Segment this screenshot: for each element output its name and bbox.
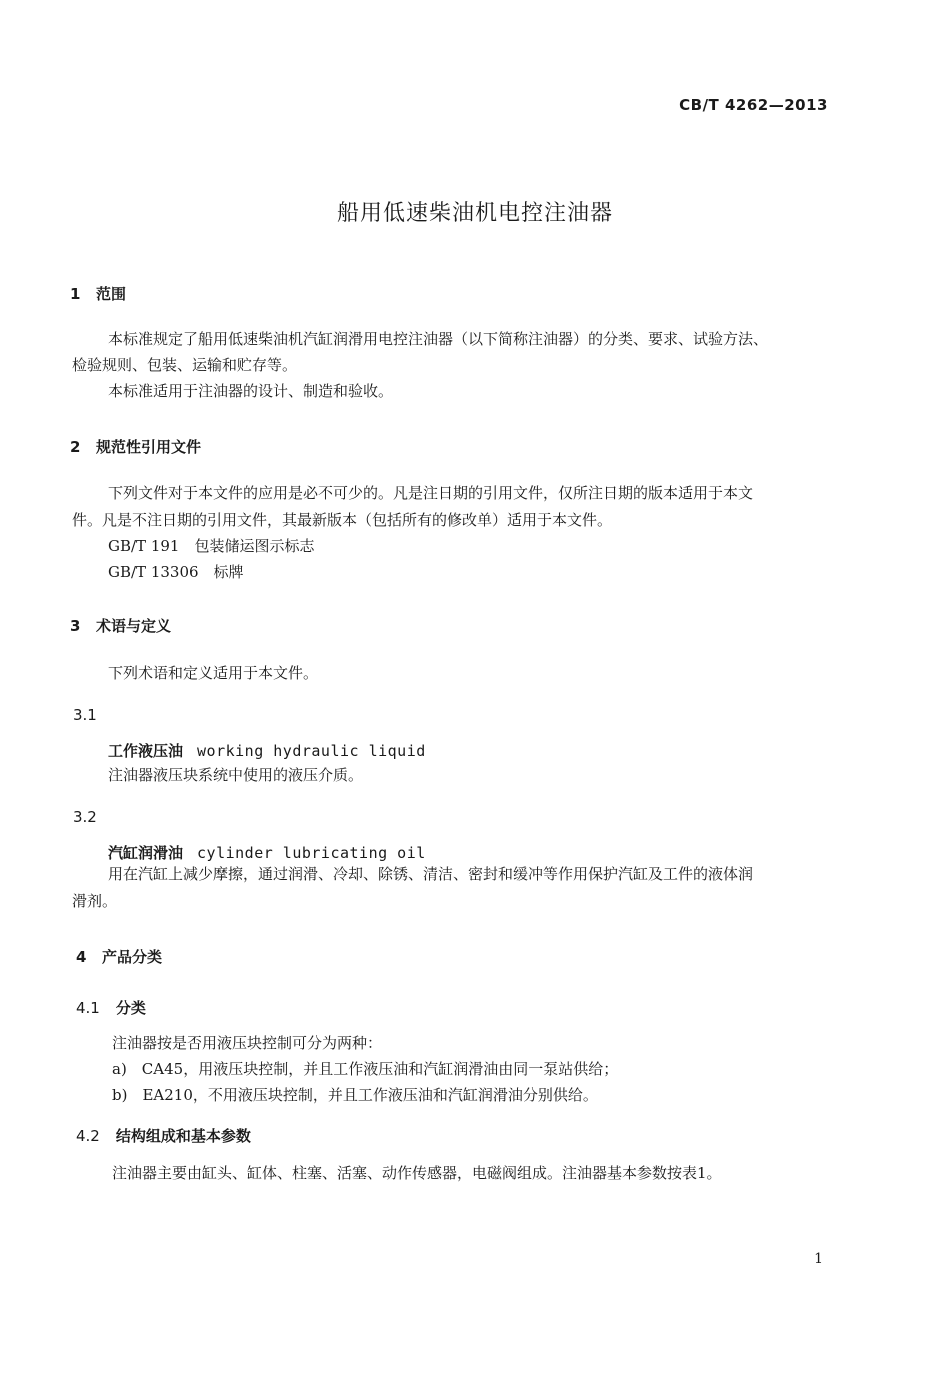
- s1-p2: 本标准适用于注油器的设计、制造和验收。: [108, 382, 394, 400]
- s41-item-b: b) EA210，不用液压块控制，并且工作液压油和汽缸润滑油分别供给。: [112, 1086, 598, 1104]
- subsection-4-1-heading: [76, 997, 146, 1018]
- subsection-4-2-heading: [76, 1125, 251, 1146]
- section-2-heading: [70, 436, 201, 457]
- subsection-4-1-number: 4.1: [76, 999, 100, 1017]
- section-3-title: 术语与定义: [96, 617, 172, 635]
- page-number: 1: [814, 1251, 823, 1267]
- section-1-title: 范围: [96, 285, 127, 303]
- term-3-2-en: cylinder lubricating oil: [197, 844, 426, 862]
- subsection-4-2-title: 结构组成和基本参数: [115, 1127, 251, 1145]
- section-4-heading: [76, 946, 162, 967]
- subsection-4-2-number: 4.2: [76, 1127, 100, 1145]
- s41-p: 注油器按是否用液压块控制可分为两种：: [112, 1034, 383, 1052]
- s41-item-a: a) CA45，用液压块控制，并且工作液压油和汽缸润滑油由同一泵站供给；: [112, 1060, 619, 1078]
- term-3-1-zh: 工作液压油: [108, 742, 184, 760]
- section-1-number: 1: [70, 285, 81, 303]
- section-1-heading: [70, 283, 126, 304]
- term-3-2-definition-line2: 滑剂。: [72, 892, 118, 910]
- section-2-number: 2: [70, 438, 81, 456]
- s2-p1-line2: 件。凡是不注日期的引用文件，其最新版本（包括所有的修改单）适用于本文件。: [72, 511, 613, 529]
- term-3-2-zh: 汽缸润滑油: [108, 844, 184, 862]
- s2-p1-line1: 下列文件对于本文件的应用是必不可少的。凡是注日期的引用文件，仅所注日期的版本适用于本文: [108, 484, 754, 502]
- term-3-1-definition: 注油器液压块系统中使用的液压介质。: [108, 766, 364, 784]
- section-2-title: 规范性引用文件: [96, 438, 202, 456]
- section-4-title: 产品分类: [102, 948, 163, 966]
- s2-ref-2: GB/T 13306 标牌: [108, 563, 244, 581]
- section-3-number: 3: [70, 617, 81, 635]
- term-3-1-number: 3.1: [73, 706, 97, 724]
- s1-p1-line1: 本标准规定了船用低速柴油机汽缸润滑用电控注油器（以下简称注油器）的分类、要求、试验方法、: [108, 330, 769, 348]
- page-title: 船用低速柴油机电控注油器: [336, 201, 613, 226]
- standard-code: CB/T 4262—2013: [679, 96, 828, 114]
- term-3-2: [108, 842, 426, 863]
- term-3-1: [108, 740, 426, 761]
- s3-intro: 下列术语和定义适用于本文件。: [108, 664, 319, 682]
- subsection-4-1-title: 分类: [115, 999, 146, 1017]
- term-3-1-en: working hydraulic liquid: [197, 742, 426, 760]
- s1-p1-line2: 检验规则、包装、运输和贮存等。: [72, 356, 298, 374]
- section-3-heading: [70, 615, 171, 636]
- section-4-number: 4: [76, 948, 87, 966]
- term-3-2-definition-line1: 用在汽缸上减少摩擦，通过润滑、冷却、除锈、清洁、密封和缓冲等作用保护汽缸及工件的液体润: [108, 865, 754, 883]
- s2-ref-1: GB/T 191 包装储运图示标志: [108, 537, 315, 555]
- s42-p: 注油器主要由缸头、缸体、柱塞、活塞、动作传感器，电磁阀组成。注油器基本参数按表1。: [112, 1164, 722, 1182]
- term-3-2-number: 3.2: [73, 808, 97, 826]
